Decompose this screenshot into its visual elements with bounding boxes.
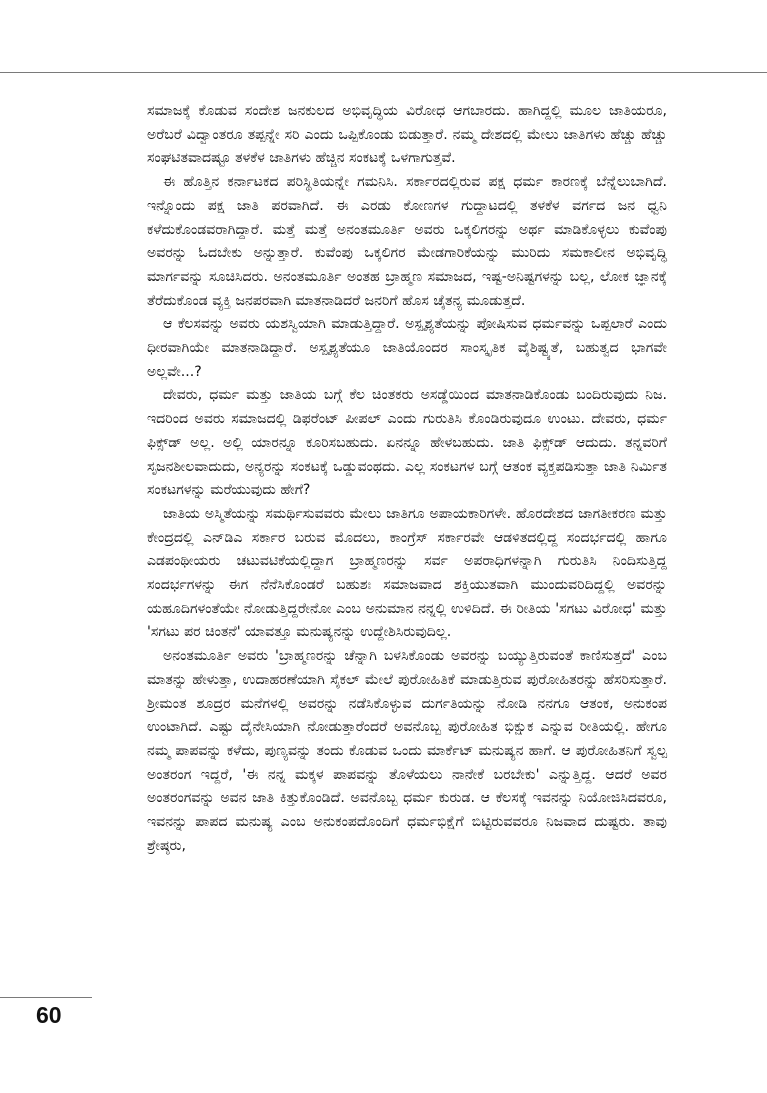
- paragraph-2: ಈ ಹೊತ್ತಿನ ಕರ್ನಾಟಕದ ಪರಿಸ್ಥಿತಿಯನ್ನೇ ಗಮನಿಸಿ. ಸರ್ಕಾರದಲ್ಲಿರುವ ಪಕ್ಷ ಧರ್ಮ ಕಾರಣಕ್ಕೆ ಬೆನ್ನೆಲುಬಾಗಿದೆ. ಇನ್ನೊಂದು ಪಕ್ಷ ಜಾತಿ ಪರವಾಗಿದೆ. ಈ ಎರಡು ಕೋಣಗಳ ಗುದ್ದಾಟದಲ್ಲಿ ತಳಕೆಳ ವರ್ಗದ ಜನ ಧ್ವನಿ ಕಳೆದುಕೊಂಡವರಾಗಿದ್ದಾರೆ. ಮತ್ತೆ ಮತ್ತೆ ಅನಂತಮೂರ್ತಿ ಅವರು ಒಕ್ಕಲಿಗರನ್ನು ಅರ್ಥ ಮಾಡಿಕೊಳ್ಳಲು ಕುವೆಂಪು ಅವರನ್ನು ಓದಬೇಕು ಅನ್ನುತ್ತಾರೆ. ಕುವೆಂಪು ಒಕ್ಕಲಿಗರ ಮೇಡಗಾರಿಕೆಯನ್ನು ಮುರಿದು ಸಮಕಾಲೀನ ಅಭಿವೃದ್ಧಿ ಮಾರ್ಗವನ್ನು ಸೂಚಿಸಿದರು. ಅನಂತಮೂರ್ತಿ ಅಂತಹ ಬ್ರಾಹ್ಮಣ ಸಮಾಜದ, ಇಷ್ಟ-ಅನಿಷ್ಟಗಳನ್ನು ಬಲ್ಲ, ಲೋಕ ಜ್ಞಾನಕ್ಕೆ ತೆರೆದುಕೊಂಡ ವ್ಯಕ್ತಿ ಜನಪರವಾಗಿ ಮಾತನಾಡಿದರೆ ಜನರಿಗೆ ಹೊಸ ಚೈತನ್ಯ ಮೂಡುತ್ತದೆ.: [147, 174, 667, 309]
- paragraph-3: ಆ ಕೆಲಸವನ್ನು ಅವರು ಯಶಸ್ವಿಯಾಗಿ ಮಾಡುತ್ತಿದ್ದಾರೆ. ಅಸ್ಪೃಶ್ಯತೆಯನ್ನು ಪೋಷಿಸುವ ಧರ್ಮವನ್ನು ಒಪ್ಪಲಾರೆ ಎಂದು ಧೀರವಾಗಿಯೇ ಮಾತನಾಡಿದ್ದಾರೆ. ಅಸ್ಪೃಶ್ಯತೆಯೂ ಜಾತಿಯೊಂದರ ಸಾಂಸ್ಕೃತಿಕ ವೈಶಿಷ್ಟ್ಯತೆ, ಬಹುತ್ವದ ಭಾಗವೇ ಅಲ್ಲವೇ...?: [147, 316, 667, 380]
- footer-rule: [0, 997, 92, 998]
- header-rule: [0, 72, 767, 73]
- paragraph-6: ಅನಂತಮೂರ್ತಿ ಅವರು 'ಬ್ರಾಹ್ಮಣರನ್ನು ಚೆನ್ನಾಗಿ ಬಳಸಿಕೊಂಡು ಅವರನ್ನು ಬಯ್ಯುತ್ತಿರುವಂತೆ ಕಾಣಿಸುತ್ತದೆ' ಎಂಬ ಮಾತನ್ನು ಹೇಳುತ್ತಾ, ಉದಾಹರಣೆಯಾಗಿ ಸೈಕಲ್ ಮೇಲೆ ಪುರೋಹಿತಿಕೆ ಮಾಡುತ್ತಿರುವ ಪುರೋಹಿತರನ್ನು ಹೆಸರಿಸುತ್ತಾರೆ. ಶ್ರೀಮಂತ ಶೂದ್ರರ ಮನೆಗಳಲ್ಲಿ ಅವರನ್ನು ನಡೆಸಿಕೊಳ್ಳುವ ದುರ್ಗತಿಯನ್ನು ನೋಡಿ ನನಗೂ ಆತಂಕ, ಅನುಕಂಪ ಉಂಟಾಗಿದೆ. ಎಷ್ಟು ದೈನೇಸಿಯಾಗಿ ನೋಡುತ್ತಾರೆಂದರೆ ಅವನೊಬ್ಬ ಪುರೋಹಿತ ಭಿಕ್ಷುಕ ಎನ್ನುವ ರೀತಿಯಲ್ಲಿ. ಹೇಗೂ ನಮ್ಮ ಪಾಪವನ್ನು ಕಳೆದು, ಪುಣ್ಯವನ್ನು ತಂದು ಕೊಡುವ ಒಂದು ಮಾರ್ಕೆಟ್ ಮನುಷ್ಯನ ಹಾಗೆ. ಆ ಪುರೋಹಿತನಿಗೆ ಸ್ವಲ್ಪ ಅಂತರಂಗ ಇದ್ದರೆ, 'ಈ ನನ್ನ ಮಕ್ಕಳ ಪಾಪವನ್ನು ತೊಳೆಯಲು ನಾನೇಕೆ ಬರಬೇಕು' ಎನ್ನುತ್ತಿದ್ದ. ಆದರೆ ಅವರ ಅಂತರಂಗವನ್ನು ಅವನ ಜಾತಿ ಕಿತ್ತುಕೊಂಡಿದೆ. ಅವನೊಬ್ಬ ಧರ್ಮ ಕುರುಡ. ಆ ಕೆಲಸಕ್ಕೆ ಇವನನ್ನು ನಿಯೋಜಿಸಿದವರೂ, ಇವನನ್ನು ಪಾಪದ ಮನುಷ್ಯ ಎಂಬ ಅನುಕಂಪದೊಂದಿಗೆ ಧರ್ಮಭಿಕ್ಷೆಗೆ ಬಿಟ್ಟಿರುವವರೂ ನಿಜವಾದ ದುಷ್ಟರು. ತಾವು ಶ್ರೇಷ್ಠರು,: [147, 648, 667, 854]
- paragraph-4: ದೇವರು, ಧರ್ಮ ಮತ್ತು ಜಾತಿಯ ಬಗ್ಗೆ ಕೆಲ ಚಿಂತಕರು ಅಸಡ್ಡೆಯಿಂದ ಮಾತನಾಡಿಕೊಂಡು ಬಂದಿರುವುದು ನಿಜ. ಇದರಿಂದ ಅವರು ಸಮಾಜದಲ್ಲಿ ಡಿಫರೆಂಟ್ ಪೀಪಲ್ ಎಂದು ಗುರುತಿಸಿ ಕೊಂಡಿರುವುದೂ ಉಂಟು. ದೇವರು, ಧರ್ಮ ಫಿಕ್ಸ್‌ಡ್ ಅಲ್ಲ. ಅಲ್ಲಿ ಯಾರನ್ನೂ ಕೂರಿಸಬಹುದು. ಏನನ್ನೂ ಹೇಳಬಹುದು. ಜಾತಿ ಫಿಕ್ಸ್‌ಡ್ ಆದುದು. ತನ್ನವರಿಗೆ ಸೃಜನಶೀಲವಾದುದು, ಅನ್ಯರನ್ನು ಸಂಕಟಕ್ಕೆ ಒಡ್ಡುವಂಥದು. ಎಲ್ಲ ಸಂಕಟಗಳ ಬಗ್ಗೆ ಆತಂಕ ವ್ಯಕ್ತಪಡಿಸುತ್ತಾ ಜಾತಿ ನಿರ್ಮಿತ ಸಂಕಟಗಳನ್ನು ಮರೆಯುವುದು ಹೇಗೆ?: [147, 387, 667, 499]
- article-body: [147, 100, 667, 859]
- page-number: 60: [36, 1002, 62, 1028]
- paragraph-5: ಜಾತಿಯ ಅಸ್ಮಿತೆಯನ್ನು ಸಮರ್ಥಿಸುವವರು ಮೇಲು ಜಾತಿಗೂ ಅಪಾಯಕಾರಿಗಳೇ. ಹೊರದೇಶದ ಜಾಗತೀಕರಣ ಮತ್ತು ಕೇಂದ್ರದಲ್ಲಿ ಎನ್‌ಡಿಎ ಸರ್ಕಾರ ಬರುವ ಮೊದಲು, ಕಾಂಗ್ರೆಸ್ ಸರ್ಕಾರವೇ ಆಡಳಿತದಲ್ಲಿದ್ದ ಸಂದರ್ಭದಲ್ಲಿ ಹಾಗೂ ಎಡಪಂಥೀಯರು ಚಟುವಟಿಕೆಯಲ್ಲಿದ್ದಾಗ ಬ್ರಾಹ್ಮಣರನ್ನು ಸರ್ವ ಅಪರಾಧಿಗಳನ್ನಾಗಿ ಗುರುತಿಸಿ ನಿಂದಿಸುತ್ತಿದ್ದ ಸಂದರ್ಭಗಳನ್ನು ಈಗ ನೆನೆಸಿಕೊಂಡರೆ ಬಹುಶಃ ಸಮಾಜವಾದ ಶಕ್ತಿಯುತವಾಗಿ ಮುಂದುವರಿದಿದ್ದಲ್ಲಿ ಅವರನ್ನು ಯಹೂದಿಗಳಂತೆಯೇ ನೋಡುತ್ತಿದ್ದರೇನೋ ಎಂಬ ಅನುಮಾನ ನನ್ನಲ್ಲಿ ಉಳಿದಿದೆ. ಈ ರೀತಿಯ 'ಸಗಟು ವಿರೋಧ' ಮತ್ತು 'ಸಗಟು ಪರ ಚಿಂತನೆ' ಯಾವತ್ತೂ ಮನುಷ್ಯನನ್ನು ಉದ್ದೇಶಿಸಿರುವುದಿಲ್ಲ.: [147, 505, 667, 641]
- paragraph-1: ಸಮಾಜಕ್ಕೆ ಕೊಡುವ ಸಂದೇಶ ಜನಕುಲದ ಅಭಿವೃದ್ಧಿಯ ವಿರೋಧ ಆಗಬಾರದು. ಹಾಗಿದ್ದಲ್ಲಿ ಮೂಲ ಜಾತಿಯರೂ, ಅರೆಬರೆ ವಿದ್ವಾಂತರೂ ತಪ್ಪನ್ನೇ ಸರಿ ಎಂದು ಒಪ್ಪಿಕೊಂಡು ಬಿಡುತ್ತಾರೆ. ನಮ್ಮ ದೇಶದಲ್ಲಿ ಮೇಲು ಜಾತಿಗಳು ಹೆಚ್ಚು ಹೆಚ್ಚು ಸಂಘಟಿತವಾದಷ್ಟೂ ತಳಕೆಳ ಜಾತಿಗಳು ಹೆಚ್ಚಿನ ಸಂಕಟಕ್ಕೆ ಒಳಗಾಗುತ್ತವೆ.: [147, 103, 667, 167]
